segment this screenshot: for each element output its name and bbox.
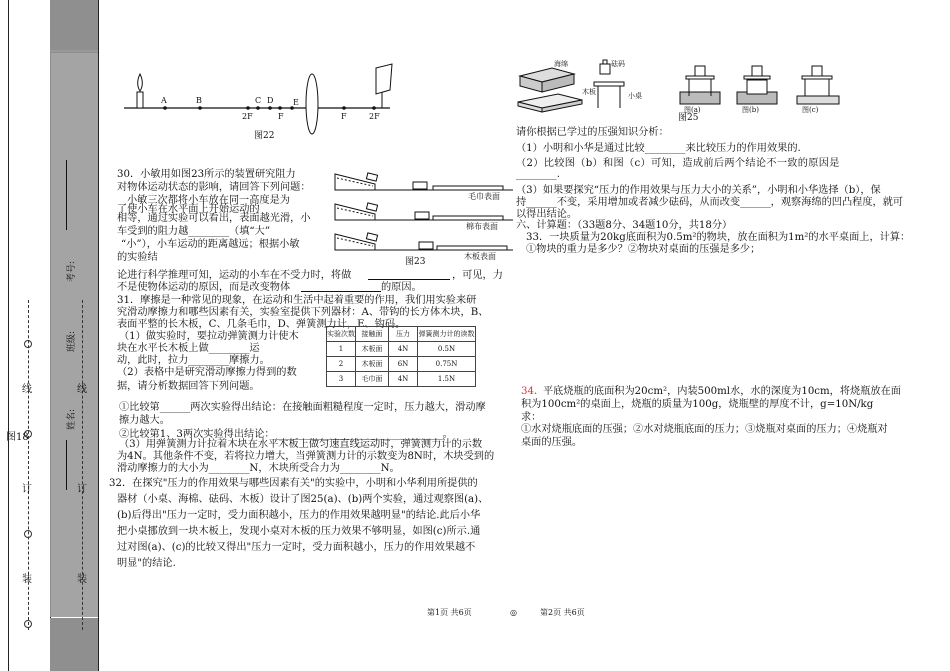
q30-line-10a: 不是使物体运动的原因，而是改变物体	[117, 282, 291, 293]
fig25c-label: 图(c)	[802, 106, 819, 114]
q31-line-11: ②比较第1、3两次实验得出结论：_________________________________。	[119, 429, 453, 440]
fig22-focal-2f-left: 2F	[242, 112, 253, 121]
q32-line-5: 过对图(a)、(c)的比较又得出"压力一定时，受力面积越小，压力的作用效果越不	[117, 542, 476, 553]
calc-section-title: 六、计算题：（33题8分、34题10分，共18分）	[516, 220, 733, 231]
table-cell: 0.5N	[418, 342, 476, 357]
q31-line-2: 究滑动摩擦力和哪些因素有关，实验室提供下列器材：A、带钩的长方体木块，B、	[117, 307, 489, 318]
right-part-3c: 以得出结论。	[516, 209, 578, 220]
table-cell: 1	[327, 342, 356, 357]
q32-line-3: (b)后得出"压力一定时，受力面积越小，压力的作用效果越明显"的结论.此后小华	[117, 510, 481, 521]
table-cell: 毛巾面	[356, 372, 389, 387]
table-cell: 4N	[389, 342, 418, 357]
class-label: 班级:	[67, 330, 77, 352]
q31-line-4: （1）做实验时，要拉动弹簧测力计使木	[119, 331, 299, 342]
fig23-caption: 图23	[405, 257, 426, 267]
table-header-reading: 弹簧测力计的读数	[418, 327, 476, 342]
q30-line-9a: 论进行科学推理可知，运动的小车在不受力时，将做	[117, 270, 352, 281]
q31-line-5: 块在水平长木板上做________运	[117, 343, 260, 354]
q33-subquestions: ①物块的重力是多少？②物块对桌面的压强是多少；	[526, 244, 761, 255]
name-label: 姓名:	[67, 408, 77, 430]
q30-line-4: 了使小车在水平面上开始运动的	[117, 204, 260, 215]
right-intro: 请你根据已学过的压强知识分析：	[516, 127, 669, 138]
seal-dot-3	[24, 530, 32, 538]
fig25b	[737, 66, 777, 104]
q34-number: 34．	[521, 386, 545, 397]
q30-line-8: 的实验结	[117, 252, 158, 263]
fig22-point-e: E	[293, 98, 299, 107]
seal-dot-1	[24, 340, 32, 348]
footer-page-2: 第2页 共6页	[540, 608, 585, 617]
fig25-label-table: 小桌	[628, 92, 642, 100]
q31-line-12: （3）用弹簧测力计拉着木块在水平木板上做匀速直线运动时，弹簧测力计的示数	[119, 439, 483, 450]
seal-char-bind-outer: 装	[22, 574, 32, 585]
q31-line-13: 为4N。其他条件不变，若将拉力增大，当弹簧测力计的示数变为8N时，木块受到的	[117, 451, 495, 462]
q31-line-14: 滑动摩擦力的大小为________N，木块所受合力为________N。	[117, 463, 400, 474]
seal-char-order-inner: 订	[77, 484, 87, 495]
q31-line-7: （2）表格中是研究滑动摩擦力得到的数	[117, 367, 297, 378]
right-part-3a: （3）如果要探究“压力的作用效果与压力大小的关系”，小明和小华选择（b），保	[516, 185, 881, 196]
right-part-3b: 持______不变，采用增加或者减少砝码，从而改变______，观察海绵的凹凸程度，就可	[516, 197, 904, 208]
right-part-2a: （2）比较图（b）和图（c）可知，造成前后两个结论不一致的原因是	[516, 158, 840, 169]
q32-line-2: 器材（小桌、海棉、砝码、木板）设计了图25(a)、(b)两个实验，通过观察图(a)、	[117, 494, 489, 505]
q31-line-8: 据，请分析数据回答下列问题。	[117, 381, 260, 392]
right-part-1: （1）小明和小华是通过比较________来比较压力的作用效果的.	[516, 143, 801, 154]
fig22-caption: 图22	[254, 131, 275, 141]
table-header-pressure: 压力	[389, 327, 418, 342]
seal-dot-4	[24, 620, 32, 628]
footer-page-1: 第1页 共6页	[427, 608, 472, 617]
q30-blank-state[interactable]	[301, 281, 381, 292]
q32-line-4: 把小桌挪放到一块木板上，发现小桌对木板的压力效果不够明显，如图(c)所示.通	[117, 526, 481, 537]
table-header-trial: 实验次数	[327, 327, 356, 342]
table-cell: 0.75N	[418, 357, 476, 372]
seal-char-line-inner: 线	[77, 384, 87, 395]
fig22-focal-2f-right: 2F	[369, 112, 380, 121]
exam-number-blank	[66, 160, 67, 230]
seal-char-line-outer: 线	[22, 384, 32, 395]
fig23-wood-label: 木板表面	[464, 252, 496, 261]
table-cell: 木板面	[356, 357, 389, 372]
fig22-point-a: A	[161, 96, 167, 105]
q32-line-1: 32．在探究"压力的作用效果与哪些因素有关"的实验中，小明和小华利用所提供的	[109, 478, 478, 489]
q30-line-9b: ，可见，力	[452, 270, 503, 281]
table-cell: 4N	[389, 372, 418, 387]
q30-line-2: 对物体运动状态的影响，请回答下列问题：	[117, 182, 311, 193]
fig25-label-weight: 砝码	[611, 60, 625, 68]
seal-char-order-outer: 订	[22, 484, 32, 495]
q34-line-1: 平底烧瓶的底面积为20cm²，内装500ml水，水的深度为10cm，将烧瓶放在面	[543, 386, 901, 397]
fig25-label-board: 木板	[582, 88, 596, 96]
board	[518, 94, 582, 112]
fig25-label-sponge: 海绵	[554, 60, 568, 68]
exam-number-label: 考号:	[67, 260, 77, 282]
table-cell: 3	[327, 372, 356, 387]
fig25a	[680, 66, 720, 104]
q31-line-10: 擦力越大。	[119, 415, 170, 426]
q31-line-3: 表面平整的长木板，C、几条毛巾，D、弹簧测力计，E、钩码。	[117, 319, 406, 330]
table-cell: 6N	[389, 357, 418, 372]
table-cell: 1.5N	[418, 372, 476, 387]
right-part-2b: ________.	[516, 169, 560, 180]
grey-band-bottom	[50, 618, 98, 671]
q31-line-6: 动，此时，拉力________摩擦力。	[117, 355, 270, 366]
table-header-surface: 接触面	[356, 327, 389, 342]
fig22-focal-f-left: F	[278, 112, 284, 121]
name-blank	[66, 440, 67, 490]
q30-blank-motion[interactable]	[368, 269, 450, 280]
q30-line-6: 车受到的阻力越________（填“大”	[117, 226, 271, 237]
fig22-point-c: C	[255, 96, 262, 105]
q34-line-4: ①水对烧瓶底面的压强；②水对烧瓶底面的压力；③烧瓶对桌面的压力；④烧瓶对	[521, 424, 888, 435]
q31-line-9: ①比较第______两次实验得出结论：在接触面粗糙程度一定时，压力越大，滑动摩	[119, 402, 486, 413]
seal-char-bind-inner: 装	[77, 574, 87, 585]
ramp-towel	[335, 173, 513, 190]
binding-margin	[0, 0, 98, 671]
table-cell: 木板面	[356, 342, 389, 357]
fig23-towel-label: 毛巾表面	[468, 192, 500, 201]
q30-line-1: 30．小敏用如图23所示的装置研究阻力	[117, 169, 296, 180]
sponge	[520, 68, 574, 92]
figure-23-ramps	[333, 164, 518, 264]
fig23-cotton-label: 棉布表面	[466, 222, 498, 231]
q32-line-6: 明显"的结论.	[117, 558, 176, 569]
q33-text: 33．一块质量为20kg底面积为0.5m²的物块，放在面积为1m²的水平桌面上，计算：	[526, 232, 911, 243]
q30-line-3: 小敏三次都将小车放在同一高度是为	[127, 195, 290, 206]
q34-line-3: 求：	[521, 412, 542, 423]
q31-line-1: 31．摩擦是一种常见的现象，在运动和生活中起着重要的作用，我们用实验来研	[117, 295, 477, 306]
fig25-caption: 图25	[678, 113, 699, 123]
q34-line-5: 桌面的压强。	[521, 437, 583, 448]
q30-line-5: 相等，通过实验可以看出，表面越光滑，小	[117, 213, 311, 224]
q34-line-2: 积为100cm²的桌面上，烧瓶的质量为100g，烧瓶壁的厚度不计，g=10N/kg	[521, 399, 874, 410]
margin-border-left	[8, 0, 9, 671]
q30-line-10b: 的原因。	[381, 282, 422, 293]
fig25a-label: 图(a)	[684, 106, 701, 114]
friction-data-table	[326, 326, 476, 387]
footer-separator: ◎	[510, 608, 517, 617]
fig22-focal-f-right: F	[341, 112, 347, 121]
fig25c	[797, 66, 839, 104]
fig25b-label: 图(b)	[742, 106, 759, 114]
grey-band-top	[50, 0, 98, 52]
fig22-point-b: B	[196, 96, 202, 105]
table-cell: 2	[327, 357, 356, 372]
fig18-label: 图18	[6, 432, 29, 443]
ramp-cotton	[335, 203, 513, 220]
fig22-point-d: D	[267, 96, 274, 105]
ramp-wood	[335, 233, 513, 250]
q30-line-7: “小”），小车运动的距离越远；根据小敏	[121, 239, 300, 250]
